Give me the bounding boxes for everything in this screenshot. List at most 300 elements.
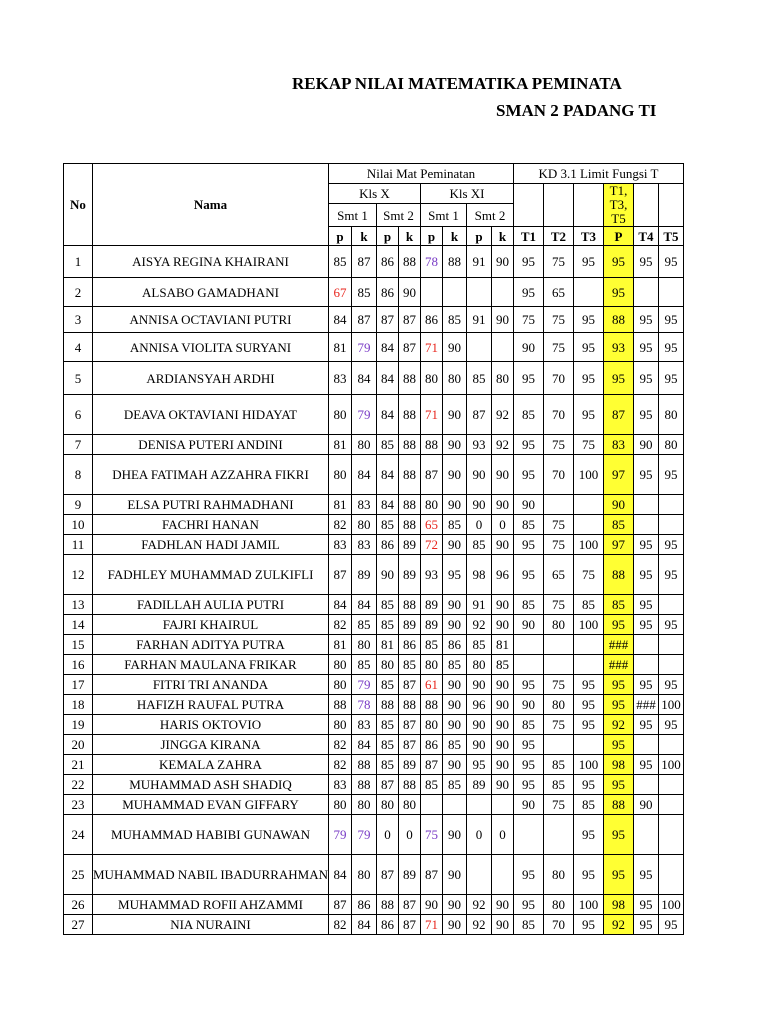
grade-cell: 85 (376, 675, 398, 695)
table-row (64, 855, 684, 895)
grade-cell: 79 (351, 675, 376, 695)
grade-cell: 87 (351, 246, 376, 278)
grade-cell: 90 (442, 695, 466, 715)
row-number: 22 (64, 775, 93, 795)
task-score-cell (543, 635, 573, 655)
grade-cell: 90 (442, 333, 466, 362)
grade-cell: 86 (420, 307, 442, 333)
grade-cell: 85 (376, 515, 398, 535)
student-name: FADILLAH AULIA PUTRI (93, 595, 329, 615)
grade-cell: 90 (442, 395, 466, 435)
grade-cell: 86 (376, 535, 398, 555)
grade-cell: 86 (376, 915, 398, 935)
task-score-cell: 90 (513, 495, 543, 515)
p-top-header: T1, T3, T5 (603, 184, 633, 227)
grade-cell: 85 (376, 715, 398, 735)
grade-cell: 80 (420, 715, 442, 735)
row-number: 21 (64, 755, 93, 775)
row-number: 11 (64, 535, 93, 555)
task-score-cell: 95 (573, 915, 603, 935)
task-score-cell: 85 (543, 755, 573, 775)
grade-cell: 89 (398, 555, 420, 595)
task-score-cell: 95 (573, 815, 603, 855)
grade-cell: 85 (442, 735, 466, 755)
task-score-cell (658, 655, 683, 675)
grade-cell: 84 (351, 362, 376, 395)
grade-cell: 84 (328, 595, 351, 615)
grade-cell: 90 (420, 895, 442, 915)
p-score-cell: 95 (603, 246, 633, 278)
grade-cell: 90 (466, 715, 491, 735)
grade-cell: 90 (491, 246, 513, 278)
task-score-cell: 95 (573, 775, 603, 795)
task-score-cell: 95 (573, 307, 603, 333)
grade-cell: 90 (442, 755, 466, 775)
task-score-cell: 95 (513, 675, 543, 695)
table-row (64, 395, 684, 435)
table-row (64, 795, 684, 815)
grade-cell: 85 (466, 362, 491, 395)
p-score-cell: 95 (603, 675, 633, 695)
student-name: HAFIZH RAUFAL PUTRA (93, 695, 329, 715)
grade-cell: 90 (442, 615, 466, 635)
p-score-cell: 95 (603, 695, 633, 715)
task-score-cell: 100 (573, 455, 603, 495)
grade-cell: 90 (466, 675, 491, 695)
col-nama-header: Nama (93, 164, 329, 246)
row-number: 25 (64, 855, 93, 895)
grade-cell: 85 (442, 655, 466, 675)
task-score-cell: 100 (658, 695, 683, 715)
task-score-cell: 95 (573, 695, 603, 715)
row-number: 18 (64, 695, 93, 715)
page-edge (686, 150, 768, 970)
grade-cell: 87 (420, 455, 442, 495)
task-score-cell: 95 (573, 855, 603, 895)
p-score-cell: 85 (603, 515, 633, 535)
grade-cell: 85 (420, 775, 442, 795)
task-score-cell: 95 (573, 333, 603, 362)
task-score-cell (633, 655, 658, 675)
task-score-cell: 95 (658, 675, 683, 695)
task-score-cell (658, 775, 683, 795)
student-name: MUHAMMAD ASH SHADIQ (93, 775, 329, 795)
task-score-cell: 95 (658, 555, 683, 595)
grade-cell: 79 (351, 395, 376, 435)
grade-cell: 93 (420, 555, 442, 595)
grade-cell (420, 278, 442, 307)
grade-cell: 85 (351, 615, 376, 635)
task-score-cell: 75 (573, 555, 603, 595)
grade-cell: 80 (328, 455, 351, 495)
task-score-cell (513, 815, 543, 855)
task-score-cell (658, 735, 683, 755)
task-score-cell (573, 735, 603, 755)
row-number: 4 (64, 333, 93, 362)
grade-cell: 89 (420, 595, 442, 615)
grade-cell: 80 (328, 675, 351, 695)
grade-cell: 85 (420, 635, 442, 655)
grade-cell: 90 (491, 455, 513, 495)
task-score-cell (658, 495, 683, 515)
grade-cell: 88 (420, 435, 442, 455)
grade-cell: 81 (328, 435, 351, 455)
student-name: FADHLEY MUHAMMAD ZULKIFLI (93, 555, 329, 595)
task-score-cell: 95 (513, 455, 543, 495)
grade-cell: 80 (351, 855, 376, 895)
grade-cell: 80 (351, 795, 376, 815)
grade-cell: 82 (328, 755, 351, 775)
student-name: ANNISA OCTAVIANI PUTRI (93, 307, 329, 333)
task-score-cell: 95 (633, 455, 658, 495)
grade-cell: 85 (351, 278, 376, 307)
task-score-cell: 95 (633, 307, 658, 333)
grade-cell: 92 (466, 895, 491, 915)
row-number: 3 (64, 307, 93, 333)
sub-p-header: p (328, 227, 351, 246)
grade-cell: 85 (351, 655, 376, 675)
grade-cell: 61 (420, 675, 442, 695)
row-number: 27 (64, 915, 93, 935)
t5-header: T5 (658, 227, 683, 246)
grade-cell: 96 (466, 695, 491, 715)
grade-cell: 86 (376, 246, 398, 278)
task-score-cell: 95 (633, 755, 658, 775)
grade-cell: 87 (420, 755, 442, 775)
task-score-cell: 95 (513, 855, 543, 895)
grade-cell: 88 (420, 695, 442, 715)
table-row (64, 495, 684, 515)
p-header: P (603, 227, 633, 246)
task-score-cell: 75 (543, 515, 573, 535)
student-name: MUHAMMAD HABIBI GUNAWAN (93, 815, 329, 855)
student-name: FARHAN MAULANA FRIKAR (93, 655, 329, 675)
t3-header: T3 (573, 227, 603, 246)
smt1-xi-header: Smt 1 (420, 204, 466, 227)
grade-cell: 81 (328, 333, 351, 362)
grade-cell: 79 (351, 333, 376, 362)
grade-cell: 88 (398, 395, 420, 435)
task-score-cell: 100 (573, 755, 603, 775)
grade-cell: 88 (442, 246, 466, 278)
task-score-cell: 95 (658, 915, 683, 935)
task-score-cell: 95 (573, 675, 603, 695)
task-score-cell: 95 (633, 675, 658, 695)
grade-cell: 89 (420, 615, 442, 635)
grade-cell: 92 (466, 915, 491, 935)
p-score-cell: ### (603, 655, 633, 675)
task-score-cell: 95 (633, 395, 658, 435)
p-score-cell: 88 (603, 795, 633, 815)
sub-p-header: p (376, 227, 398, 246)
p-score-cell: 88 (603, 555, 633, 595)
grade-cell: 89 (398, 615, 420, 635)
kd-group-header: KD 3.1 Limit Fungsi T (513, 164, 683, 184)
grade-cell: 90 (491, 895, 513, 915)
smt2-xi-header: Smt 2 (466, 204, 513, 227)
t4-header: T4 (633, 227, 658, 246)
row-number: 12 (64, 555, 93, 595)
task-score-cell: 95 (633, 915, 658, 935)
grade-cell: 79 (328, 815, 351, 855)
task-score-cell (633, 278, 658, 307)
grade-cell: 90 (442, 815, 466, 855)
grade-cell: 85 (328, 246, 351, 278)
row-number: 8 (64, 455, 93, 495)
task-score-cell (658, 515, 683, 535)
row-number: 5 (64, 362, 93, 395)
table-row (64, 635, 684, 655)
grade-cell: 88 (328, 695, 351, 715)
task-score-cell: 80 (658, 435, 683, 455)
p-score-cell: 98 (603, 755, 633, 775)
table-row (64, 595, 684, 615)
grade-cell: 80 (351, 515, 376, 535)
grade-cell: 84 (376, 495, 398, 515)
table-row (64, 362, 684, 395)
task-score-cell: 95 (658, 455, 683, 495)
task-score-cell: 95 (573, 715, 603, 735)
task-score-cell (543, 735, 573, 755)
grade-cell: 83 (351, 715, 376, 735)
task-score-cell: 75 (543, 715, 573, 735)
student-name: ARDIANSYAH ARDHI (93, 362, 329, 395)
student-name: FAJRI KHAIRUL (93, 615, 329, 635)
grade-cell: 85 (376, 615, 398, 635)
grade-cell: 80 (351, 635, 376, 655)
grade-cell (466, 795, 491, 815)
grade-cell: 86 (351, 895, 376, 915)
grade-cell: 92 (491, 435, 513, 455)
grade-cell: 85 (442, 775, 466, 795)
task-score-cell: 95 (573, 246, 603, 278)
task-score-cell: 90 (513, 795, 543, 815)
grade-cell: 80 (442, 362, 466, 395)
student-name: FADHLAN HADI JAMIL (93, 535, 329, 555)
row-number: 23 (64, 795, 93, 815)
table-row (64, 435, 684, 455)
task-score-cell: 95 (513, 362, 543, 395)
p-score-cell: 83 (603, 435, 633, 455)
grade-cell: 90 (491, 735, 513, 755)
task-score-cell: 75 (543, 307, 573, 333)
grade-cell (491, 278, 513, 307)
table-row (64, 815, 684, 855)
task-score-cell: 80 (658, 395, 683, 435)
kls-xi-header: Kls XI (420, 184, 513, 204)
col-no-header: No (64, 164, 93, 246)
grade-cell: 82 (328, 515, 351, 535)
student-name: DHEA FATIMAH AZZAHRA FIKRI (93, 455, 329, 495)
grade-cell: 90 (491, 755, 513, 775)
task-score-cell: 95 (513, 246, 543, 278)
table-row (64, 915, 684, 935)
p-score-cell: ### (603, 635, 633, 655)
grade-cell: 0 (491, 515, 513, 535)
grade-cell: 88 (398, 515, 420, 535)
task-score-cell: 95 (633, 715, 658, 735)
grade-cell: 83 (351, 495, 376, 515)
task-score-cell: 75 (543, 333, 573, 362)
p-score-cell: 95 (603, 775, 633, 795)
grade-cell: 95 (442, 555, 466, 595)
grade-cell: 90 (491, 695, 513, 715)
grade-cell: 87 (466, 395, 491, 435)
sub-p-header: p (420, 227, 442, 246)
grade-cell: 87 (398, 715, 420, 735)
task-score-cell: 85 (513, 715, 543, 735)
grade-cell: 85 (376, 435, 398, 455)
grade-cell: 78 (420, 246, 442, 278)
task-score-cell (633, 775, 658, 795)
task-score-cell: 75 (543, 595, 573, 615)
grade-cell: 81 (328, 635, 351, 655)
grade-cell: 0 (491, 815, 513, 855)
task-score-cell: 75 (543, 675, 573, 695)
p-score-cell: 95 (603, 855, 633, 895)
student-name: HARIS OKTOVIO (93, 715, 329, 735)
row-number: 13 (64, 595, 93, 615)
grade-cell: 90 (491, 615, 513, 635)
p-score-cell: 95 (603, 815, 633, 855)
task-score-cell (543, 495, 573, 515)
grade-cell (491, 333, 513, 362)
task-score-cell (658, 595, 683, 615)
grade-cell: 85 (376, 755, 398, 775)
task-score-cell: 100 (573, 615, 603, 635)
grade-cell: 88 (398, 246, 420, 278)
grade-cell: 90 (442, 595, 466, 615)
student-name: MUHAMMAD EVAN GIFFARY (93, 795, 329, 815)
p-score-cell: 92 (603, 715, 633, 735)
smt2-x-header: Smt 2 (376, 204, 420, 227)
grade-cell: 80 (420, 495, 442, 515)
grade-cell: 88 (376, 895, 398, 915)
task-score-cell (573, 515, 603, 535)
grade-cell: 89 (351, 555, 376, 595)
sub-p-header: p (466, 227, 491, 246)
task-score-cell: 85 (543, 775, 573, 795)
p-score-cell: 90 (603, 495, 633, 515)
grade-cell: 83 (328, 535, 351, 555)
grade-cell: 87 (328, 555, 351, 595)
p-score-cell: 95 (603, 615, 633, 635)
grade-cell: 92 (491, 395, 513, 435)
student-name: MUHAMMAD NABIL IBADURRAHMAN (93, 855, 329, 895)
task-score-cell (658, 855, 683, 895)
task-score-cell: 95 (513, 555, 543, 595)
task-score-cell: 95 (513, 535, 543, 555)
grade-cell: 83 (328, 362, 351, 395)
task-score-cell: 75 (573, 435, 603, 455)
grade-cell: 91 (466, 595, 491, 615)
task-score-cell: 95 (633, 855, 658, 895)
task-score-cell: 95 (633, 615, 658, 635)
task-score-cell: 90 (633, 795, 658, 815)
student-name: ALSABO GAMADHANI (93, 278, 329, 307)
grade-cell: 88 (351, 775, 376, 795)
task-score-cell: 95 (658, 307, 683, 333)
grade-cell: 93 (466, 435, 491, 455)
p-score-cell: 92 (603, 915, 633, 935)
grade-cell (442, 795, 466, 815)
kls-x-header: Kls X (328, 184, 420, 204)
grade-cell: 90 (376, 555, 398, 595)
grade-cell: 84 (376, 455, 398, 495)
grade-cell: 79 (351, 815, 376, 855)
grade-cell: 91 (466, 246, 491, 278)
task-score-cell: 85 (513, 395, 543, 435)
grade-cell: 98 (466, 555, 491, 595)
grade-cell: 0 (398, 815, 420, 855)
task-score-cell: 95 (658, 246, 683, 278)
grade-cell: 90 (466, 455, 491, 495)
task-score-cell (573, 635, 603, 655)
grade-cell: 84 (376, 362, 398, 395)
grade-cell: 84 (328, 307, 351, 333)
task-score-cell: 95 (658, 715, 683, 735)
student-name: FARHAN ADITYA PUTRA (93, 635, 329, 655)
grade-cell: 90 (491, 915, 513, 935)
row-number: 14 (64, 615, 93, 635)
row-number: 9 (64, 495, 93, 515)
student-name: DEAVA OKTAVIANI HIDAYAT (93, 395, 329, 435)
grade-cell: 87 (398, 915, 420, 935)
grade-cell: 88 (398, 695, 420, 715)
grade-cell (491, 795, 513, 815)
grade-cell: 80 (328, 655, 351, 675)
grade-cell: 90 (442, 715, 466, 735)
grade-cell: 84 (376, 333, 398, 362)
grade-cell: 88 (398, 595, 420, 615)
row-number: 10 (64, 515, 93, 535)
p-score-cell: 98 (603, 895, 633, 915)
task-score-cell (513, 655, 543, 675)
grade-cell: 85 (466, 635, 491, 655)
grade-cell: 85 (376, 595, 398, 615)
student-name: KEMALA ZAHRA (93, 755, 329, 775)
task-score-cell: 85 (573, 595, 603, 615)
grade-cell: 88 (351, 755, 376, 775)
grade-cell: 81 (376, 635, 398, 655)
grade-cell: 80 (328, 795, 351, 815)
grade-cell: 89 (398, 855, 420, 895)
grade-cell: 82 (328, 915, 351, 935)
task-score-cell: 95 (573, 362, 603, 395)
task-score-cell: 95 (633, 555, 658, 595)
task-score-cell (633, 735, 658, 755)
grade-cell: 0 (466, 515, 491, 535)
task-score-cell: 70 (543, 362, 573, 395)
grade-cell: 0 (376, 815, 398, 855)
task-score-cell (658, 815, 683, 855)
task-score-cell (513, 635, 543, 655)
task-score-cell: 85 (513, 595, 543, 615)
smt1-x-header: Smt 1 (328, 204, 376, 227)
grade-cell: 90 (491, 775, 513, 795)
grade-cell: 90 (398, 278, 420, 307)
student-name: JINGGA KIRANA (93, 735, 329, 755)
grade-cell: 87 (420, 855, 442, 895)
task-score-cell: ### (633, 695, 658, 715)
task-score-cell: 95 (513, 278, 543, 307)
row-number: 24 (64, 815, 93, 855)
grade-cell: 89 (466, 775, 491, 795)
p-score-cell: 97 (603, 535, 633, 555)
grade-cell: 90 (466, 735, 491, 755)
t2-header: T2 (543, 227, 573, 246)
student-name: ELSA PUTRI RAHMADHANI (93, 495, 329, 515)
